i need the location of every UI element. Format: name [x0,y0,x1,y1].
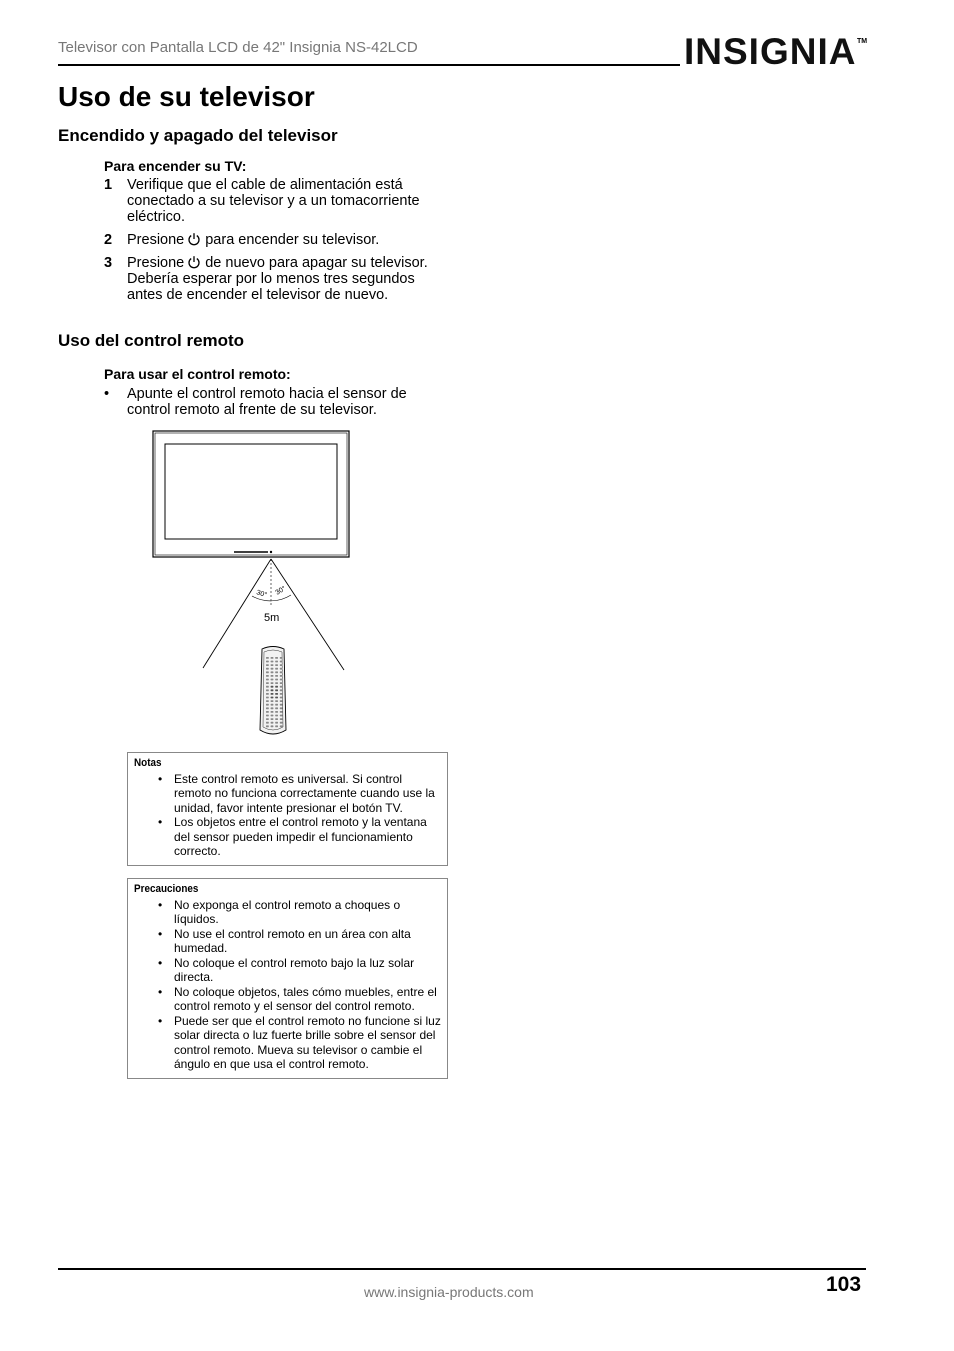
remote-button-shape [275,682,278,684]
step-2 [104,232,454,248]
remote-button-shape [271,697,274,699]
step-text-after: para encender su televisor. [205,232,380,248]
step-text-before: Presione [127,255,185,271]
remote-button-shape [275,686,278,688]
remote-button-shape [266,711,269,713]
remote-button-shape [275,671,278,673]
remote-button-shape [266,675,269,677]
running-header: Televisor con Pantalla LCD de 42" Insignia NS-42LCD [58,39,418,56]
remote-button-shape [271,693,274,695]
remote-button-shape [266,661,269,663]
caution-item: • Puede ser que el control remoto no funcione si luz solar directa o luz fuerte brille sobre el sensor del control remoto. Mueva su televisor o cambie el ángulo en que usa el control remoto. [134,1014,441,1072]
remote-button-shape [280,700,283,702]
step-number: 2 [104,232,113,248]
remote-button-shape [275,697,278,699]
remote-control-illustration [260,647,286,735]
remote-button-shape [275,707,278,709]
remote-button-shape [280,718,283,720]
remote-bullet-item [104,386,454,418]
insignia-logo [684,30,866,78]
remote-button-shape [275,693,278,695]
notes-label: Notas [134,757,162,769]
cautions-box [127,878,448,1079]
distance-label: 5m [264,612,280,624]
remote-button-shape [280,675,283,677]
remote-button-shape [271,679,274,681]
remote-button-shape [271,725,274,727]
step-3 [104,255,454,303]
remote-button-shape [271,704,274,706]
subheading-turn-on: Para encender su TV: [104,158,247,174]
notes-list [134,772,441,859]
remote-button-shape [280,686,283,688]
remote-button-shape [280,722,283,724]
bullet: • [104,386,110,402]
remote-button-shape [275,661,278,663]
power-icon [187,255,201,269]
angle-right-label: 30° [274,585,288,597]
remote-button-shape [266,715,269,717]
remote-button-shape [280,704,283,706]
remote-button-shape [275,718,278,720]
remote-button-shape [271,657,274,659]
remote-button-shape [266,707,269,709]
remote-button-shape [280,664,283,666]
remote-button-shape [275,679,278,681]
section-heading-remote: Uso del control remoto [58,331,245,350]
remote-button-shape [266,664,269,666]
remote-button-shape [280,679,283,681]
remote-button-shape [271,682,274,684]
caution-item: • No use el control remoto en un área con alta humedad. [134,927,441,956]
remote-button-shape [266,704,269,706]
page-title: Uso de su televisor [58,81,315,112]
remote-button-shape [271,686,274,688]
remote-button-shape [271,718,274,720]
remote-button-shape [271,722,274,724]
remote-button-shape [275,725,278,727]
remote-button-shape [280,682,283,684]
remote-button-shape [275,668,278,670]
remote-button-shape [280,693,283,695]
caution-item: • No coloque el control remoto bajo la luz solar directa. [134,956,441,985]
step-text: Verifique que el cable de alimentación está conectado a su televisor y a un tomacorriente eléctrico. [127,177,420,225]
cautions-label: Precauciones [134,883,199,895]
remote-button-shape [271,689,274,691]
remote-button-shape [266,718,269,720]
remote-steps [104,386,454,425]
remote-button-shape [280,715,283,717]
cautions-list [134,898,441,1072]
step-number: 3 [104,255,113,271]
page-number: 103 [826,1273,862,1296]
remote-button-shape [266,668,269,670]
header-rule [58,64,680,66]
remote-button-shape [280,711,283,713]
remote-button-shape [280,707,283,709]
tv-illustration [153,431,349,557]
footer-rule [58,1268,866,1270]
remote-button-shape [280,668,283,670]
subheading-use-remote: Para usar el control remoto: [104,366,291,382]
logo-trademark: TM [857,38,868,45]
remote-button-shape [275,657,278,659]
remote-button-shape [280,689,283,691]
remote-button-shape [266,700,269,702]
remote-button-shape [271,671,274,673]
remote-button-shape [280,661,283,663]
section-heading-power: Encendido y apagado del televisor [58,126,338,145]
remote-button-shape [271,668,274,670]
remote-button-shape [266,725,269,727]
remote-button-shape [271,700,274,702]
note-item: • Los objetos entre el control remoto y la ventana del sensor pueden impedir el funcionamiento correcto. [134,815,441,859]
bullet-text: Apunte el control remoto hacia el sensor de control remoto al frente de su televisor. [127,386,407,418]
remote-button-shape [280,671,283,673]
logo-wordmark: INSIGNIA [684,31,857,72]
remote-range-diagram [150,428,352,740]
remote-button-shape [280,657,283,659]
remote-button-shape [271,707,274,709]
remote-button-shape [266,657,269,659]
note-item: • Este control remoto es universal. Si control remoto no funciona correctamente cuando use la unidad, favor intente presionar el botón TV. [134,772,441,816]
caution-item: • No exponga el control remoto a choques o líquidos. [134,898,441,927]
remote-button-shape [275,704,278,706]
step-text-after: de nuevo para apagar su televisor. Debería esperar por lo menos tres segundos antes de encender el televisor de nuevo. [127,255,428,303]
remote-button-shape [275,700,278,702]
remote-button-shape [275,664,278,666]
remote-button-shape [266,671,269,673]
step-1 [104,177,454,225]
remote-button-shape [271,711,274,713]
remote-button-shape [275,715,278,717]
step-text-before: Presione [127,232,185,248]
remote-button-shape [275,722,278,724]
remote-button-shape [266,693,269,695]
remote-button-shape [266,722,269,724]
diagram-svg [150,428,352,740]
remote-button-shape [266,686,269,688]
power-icon [187,232,201,246]
remote-button-shape [271,675,274,677]
remote-button-shape [266,697,269,699]
step-number: 1 [104,177,113,193]
remote-button-shape [271,664,274,666]
remote-button-shape [280,725,283,727]
remote-button-shape [275,675,278,677]
remote-button-shape [280,697,283,699]
power-steps [104,177,454,310]
remote-button-shape [266,682,269,684]
remote-button-shape [266,679,269,681]
remote-button-shape [271,661,274,663]
remote-button-shape [266,689,269,691]
footer-url: www.insignia-products.com [364,1284,534,1300]
angle-left-label: 30° [255,589,268,600]
remote-button-shape [275,711,278,713]
caution-item: • No coloque objetos, tales cómo muebles, entre el control remoto y el sensor del control remoto. [134,985,441,1014]
notes-box [127,752,448,866]
remote-button-shape [275,689,278,691]
remote-button-shape [271,715,274,717]
